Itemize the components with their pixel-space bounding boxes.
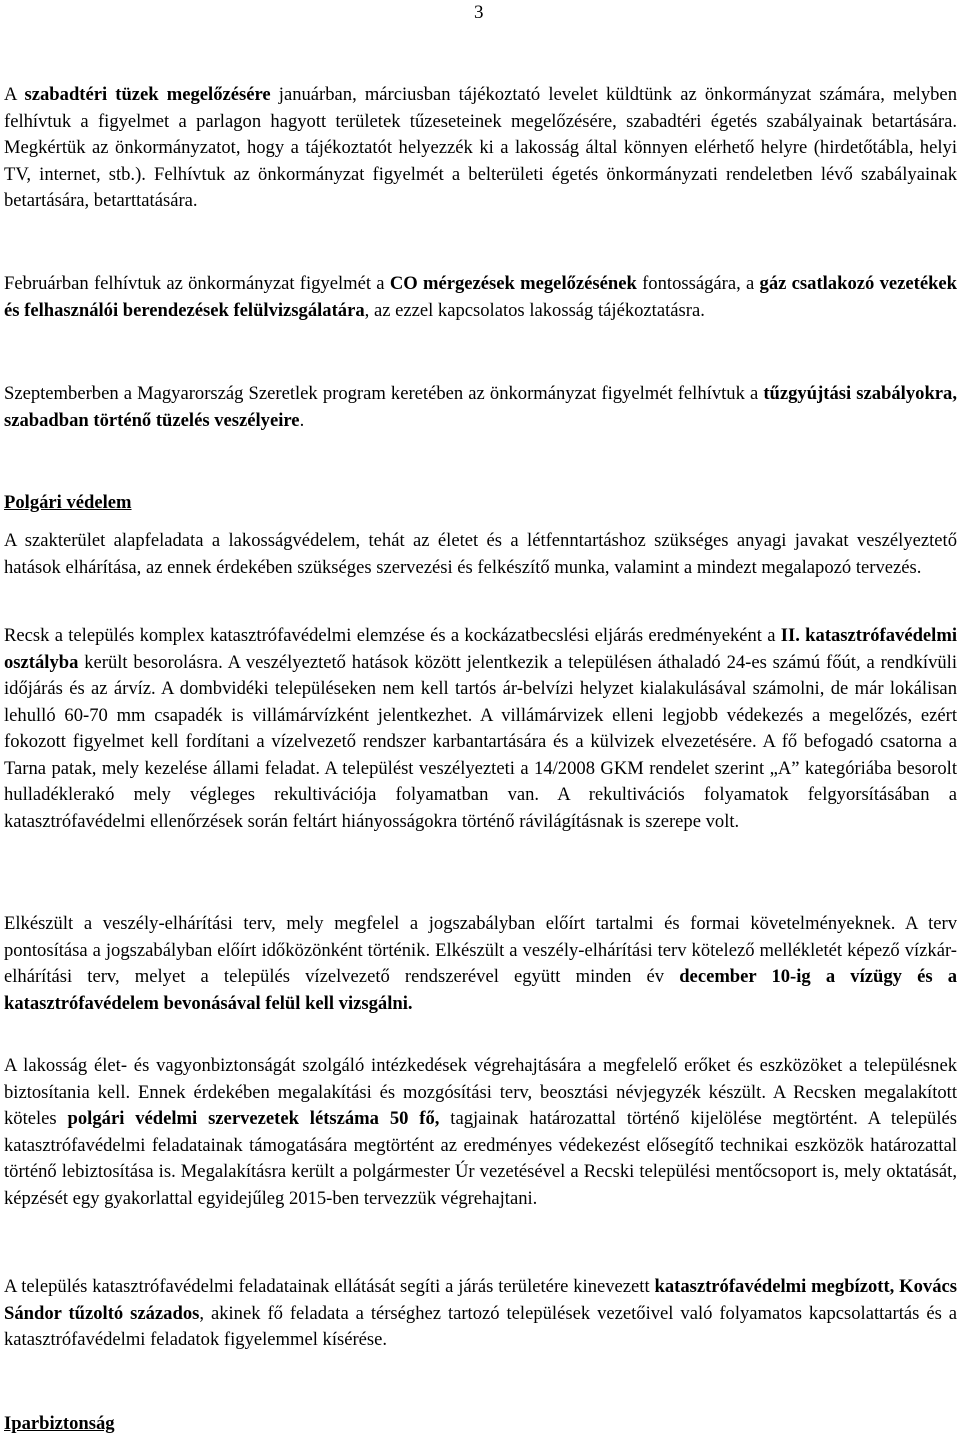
bold-phrase: polgári védelmi szervezetek létszáma 50 fő, — [67, 1108, 440, 1129]
section-heading-civil-protection: Polgári védelem — [4, 492, 132, 513]
page-number: 3 — [474, 2, 484, 23]
text-run: A település katasztrófavédelmi feladatainak ellátását segíti a járás területére kinevezett — [4, 1276, 655, 1297]
text-run: tagjainak határozattal történő kijelölése megtörtént. A település katasztrófavédelmi feladatainak támogatására megtörtént az eredményes védekezést elősegítő technikai eszközök határozattal történő lebiztosítása is. Megalakításra került a polgármester Úr vezetésével a Recski települési mentőcsoport is, mely oktatását, képzését egy gyakorlattal egyidejűleg 2015-ben tervezzük végrehajtani. — [4, 1108, 957, 1209]
text-run: Elkészült a veszély-elhárítási terv, mely megfelel a jogszabályban előírt tartalmi és formai követelményeknek. A terv pontosítása a jogszabályban előírt időközönként történik. Elkészült a veszély-elhárítási terv kötelező mellékletét képező vízkár-elhárítási terv, melyet a település vízelvezető rendszerével együtt minden év — [4, 913, 957, 987]
text-run: A lakosság élet- és vagyonbiztonságát szolgáló intézkedések végrehajtására a megfelelő erőket és eszközöket a településnek biztosítania kell. Ennek érdekében megalakítási és mozgósítási terv, beosztási névjegyzék készült. A Recsken megalakított köteles — [4, 1055, 957, 1129]
paragraph-emergency-plan — [4, 911, 957, 1017]
paragraph-outdoor-fires — [4, 82, 957, 215]
paragraph-risk-assessment — [4, 623, 957, 835]
paragraph-core-task — [4, 528, 957, 581]
text-run: , az ezzel kapcsolatos lakosság tájékoztatásra. — [364, 299, 705, 321]
text-run: Februárban felhívtuk az önkormányzat figyelmét a — [4, 273, 390, 294]
bold-phrase: II. katasztrófavédelmi osztályba — [4, 625, 957, 673]
paragraph-co-poisoning — [4, 271, 957, 324]
bold-phrase: katasztrófavédelmi megbízott, Kovács Sándor tűzoltó százados — [4, 1276, 957, 1324]
text-run: A szakterület alapfeladata a lakosságvédelem, tehát az életet és a létfenntartáshoz szükséges anyagi javakat veszélyeztető hatások elhárítása, az ennek érdekében szükséges szervezési és felkészítő munka, valamint a mindezt megalapozó tervezés. — [4, 530, 957, 578]
section-heading-industrial-safety: Iparbiztonság — [4, 1413, 115, 1434]
bold-phrase: tűzgyújtási szabályokra, szabadban történő tüzelés veszélyeire — [4, 383, 957, 431]
bold-phrase: december 10-ig a vízügy és a katasztrófavédelem bevonásával felül kell vizsgálni. — [4, 966, 957, 1014]
text-run: A — [4, 84, 25, 105]
bold-phrase: CO mérgezések megelőzésének — [389, 273, 637, 294]
text-run: került besorolásra. A veszélyeztető hatások között jelentkezik a településen áthaladó 24-es számú főút, a rendkívüli időjárás és az árvíz. A dombvidéki településeken nem kell tartós ár-belvízi helyzet kialakulásával számolni, de már lokálisan lehulló 60-70 mm csapadék is villámárvízként jelentkezhet. A villámárvizek elleni legjobb védekezés a megelőzés, ezért fokozott figyelmet kell fordítani a vízelvezető rendszer karbantartására és a külvizek elvezetésére. A fő befogadó csatorna a Tarna patak, mely kezelése állami feladat. A települést veszélyezteti a 14/2008 GKM rendelet szerint „A” kategóriába besorolt hulladéklerakó mely végleges rekultivációja folyamatban van. A rekultivációs folyamatok felgyorsításában a katasztrófavédelmi ellenőrzések során feltárt hiányosságokra történő rávilágításnak is szerepe volt. — [4, 651, 957, 832]
paragraph-september-program — [4, 381, 957, 434]
text-run: , akinek fő feladata a térséghez tartozó települések vezetőivel való folyamatos kapcsolattartás és a katasztrófavédelmi feladatok figyelemmel kísérése. — [4, 1302, 957, 1350]
bold-phrase: gáz csatlakozó vezetékek és felhasználói berendezések felülvizsgálatára — [4, 273, 958, 321]
text-run: . — [299, 409, 305, 431]
paragraph-population-safety — [4, 1053, 957, 1212]
paragraph-disaster-commissioner — [4, 1274, 957, 1354]
text-run: Recsk a település komplex katasztrófavédelmi elemzése és a kockázatbecslési eljárás eredményeként a — [4, 625, 781, 646]
bold-phrase: szabadtéri tüzek megelőzésére — [24, 84, 271, 105]
text-run: januárban, márciusban tájékoztató levelet küldtünk az önkormányzat számára, melyben felhívtuk a figyelmet a parlagon hagyott területek tűzeseteinek megelőzésére, szabadtéri égetés szabályainak betartására. Megkértük az önkormányzatot, hogy a tájékoztatót helyezzék ki a lakosság által könnyen elérhető helyre (hirdetőtábla, helyi TV, internet, stb.). Felhívtuk az önkormányzat figyelmét a belterületi égetés önkormányzati rendeletben lévő szabályainak betartására, betarttatására. — [4, 84, 957, 211]
text-run: fontosságára, a — [636, 273, 760, 294]
text-run: Szeptemberben a Magyarország Szeretlek program keretében az önkormányzat figyelmét felhívtuk a — [4, 383, 764, 404]
